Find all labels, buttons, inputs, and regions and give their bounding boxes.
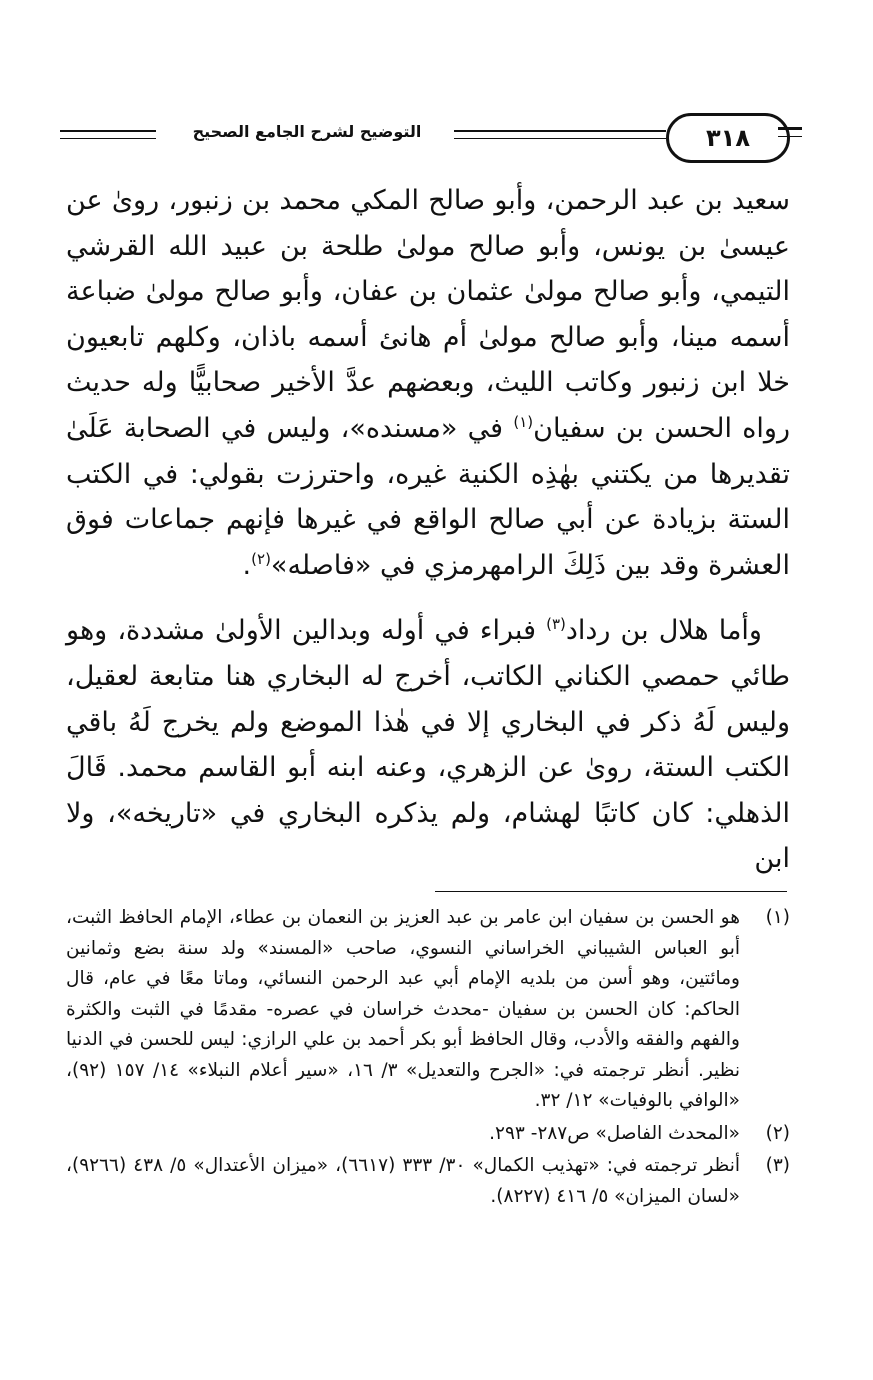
main-text <box>66 178 790 882</box>
page-number: ٣١٨ <box>666 113 790 163</box>
footnote-number: (٣) <box>765 1155 790 1176</box>
footnote-separator <box>435 891 787 892</box>
paragraph-text: فبراء في أوله وبدالين الأولىٰ مشددة، وهو طائي حمصي الكناني الكاتب، أخرج له البخاري هنا متابعة لعقيل، وليس لَهُ ذكر في البخاري إلا في هٰذا الموضع ولم يخرج لَهُ باقي الكتب الستة، روىٰ عن الزهري، وعنه ابنه أبو القاسم محمد. قَالَ الذهلي: كان كاتبًا لهشام، ولم يذكره البخاري في «تاريخه»، ولا ابن <box>66 615 790 875</box>
paragraph-text: . <box>242 549 252 581</box>
paragraph <box>66 608 790 882</box>
footnotes <box>66 903 790 1212</box>
header-ornament <box>778 136 802 137</box>
paragraph-text: سعيد بن عبد الرحمن، وأبو صالح المكي محمد بن زنبور، روىٰ عن عيسىٰ بن يونس، وأبو صالح مولىٰ طلحة بن عبيد الله القرشي التيمي، وأبو صالح مولىٰ عثمان بن عفان، وأبو صالح مولىٰ ضباعة أسمه مينا، وأبو صالح مولىٰ أم هانئ أسمه باذان، وكلهم تابعيون خلا ابن زنبور وكاتب الليث، وبعضهم عدَّ الأخير صحابيًّا وله حديث رواه الحسن بن سفيان <box>66 185 790 444</box>
footnote <box>66 1151 790 1212</box>
header-rule <box>454 130 666 132</box>
footnote <box>66 903 790 1117</box>
footnote-ref[interactable]: (١) <box>513 412 534 431</box>
footnote-ref[interactable]: (٢) <box>251 549 271 568</box>
footnote-number: (١) <box>765 907 790 928</box>
header-ornament <box>778 127 802 130</box>
running-title: التوضيح لشرح الجامع الصحيح <box>164 122 450 141</box>
footnote <box>66 1119 790 1150</box>
footnote-number: (٢) <box>765 1122 790 1144</box>
header-rule <box>60 130 156 132</box>
paragraph <box>66 178 790 588</box>
footnote-text: هو الحسن بن سفيان ابن عامر بن عبد العزيز بن النعمان بن عطاء، الإمام الحافظ الثبت، أبو العباس الشيباني الخراساني النسوي، صاحب «المسند» ولد سنة بضع وثمانين ومائتين، وهو أسن من بلديه الإمام أبي عبد الرحمن النسائي، وماتا معًا في عام، قال الحاكم: كان الحسن بن سفيان -محدث خراسان في عصره- مقدمًا في الثبت والكثرة والفهم والفقه والأدب، وقال الحافظ أبو بكر أحمد بن علي الرازي: ليس للحسن في الدنيا نظير. أنظر ترجمته في: «الجرح والتعديل» ٣/ ١٦، «سير أعلام النبلاء» ١٤/ ١٥٧ (٩٢)، «الوافي بالوفيات» ١٢/ ٣٢. <box>66 907 740 1111</box>
footnote-text: أنظر ترجمته في: «تهذيب الكمال» ٣٠/ ٣٣٣ (٦٦١٧)، «ميزان الأعتدال» ٥/ ٤٣٨ (٩٢٦٦)، «لسان الميزان» ٥/ ٤١٦ (٨٢٢٧). <box>66 1155 741 1207</box>
footnote-text: «المحدث الفاصل» ص٢٨٧- ٢٩٣. <box>489 1122 740 1144</box>
page-header <box>60 108 798 166</box>
paragraph-text: في «مسنده»، وليس في الصحابة عَلَىٰ تقديرها من يكتني بهٰذِه الكنية غيره، واحترزت بقولي: في الكتب الستة بزيادة عن أبي صالح الواقع في غيرها فإنهم جماعات فوق العشرة وقد بين ذَلِكَ الرامهرمزي في «فاصله» <box>66 412 790 581</box>
paragraph-text: وأما هلال بن رداد <box>565 615 762 647</box>
footnote-ref[interactable]: (٣) <box>546 615 566 634</box>
header-rule <box>60 138 156 139</box>
header-rule <box>454 138 666 139</box>
